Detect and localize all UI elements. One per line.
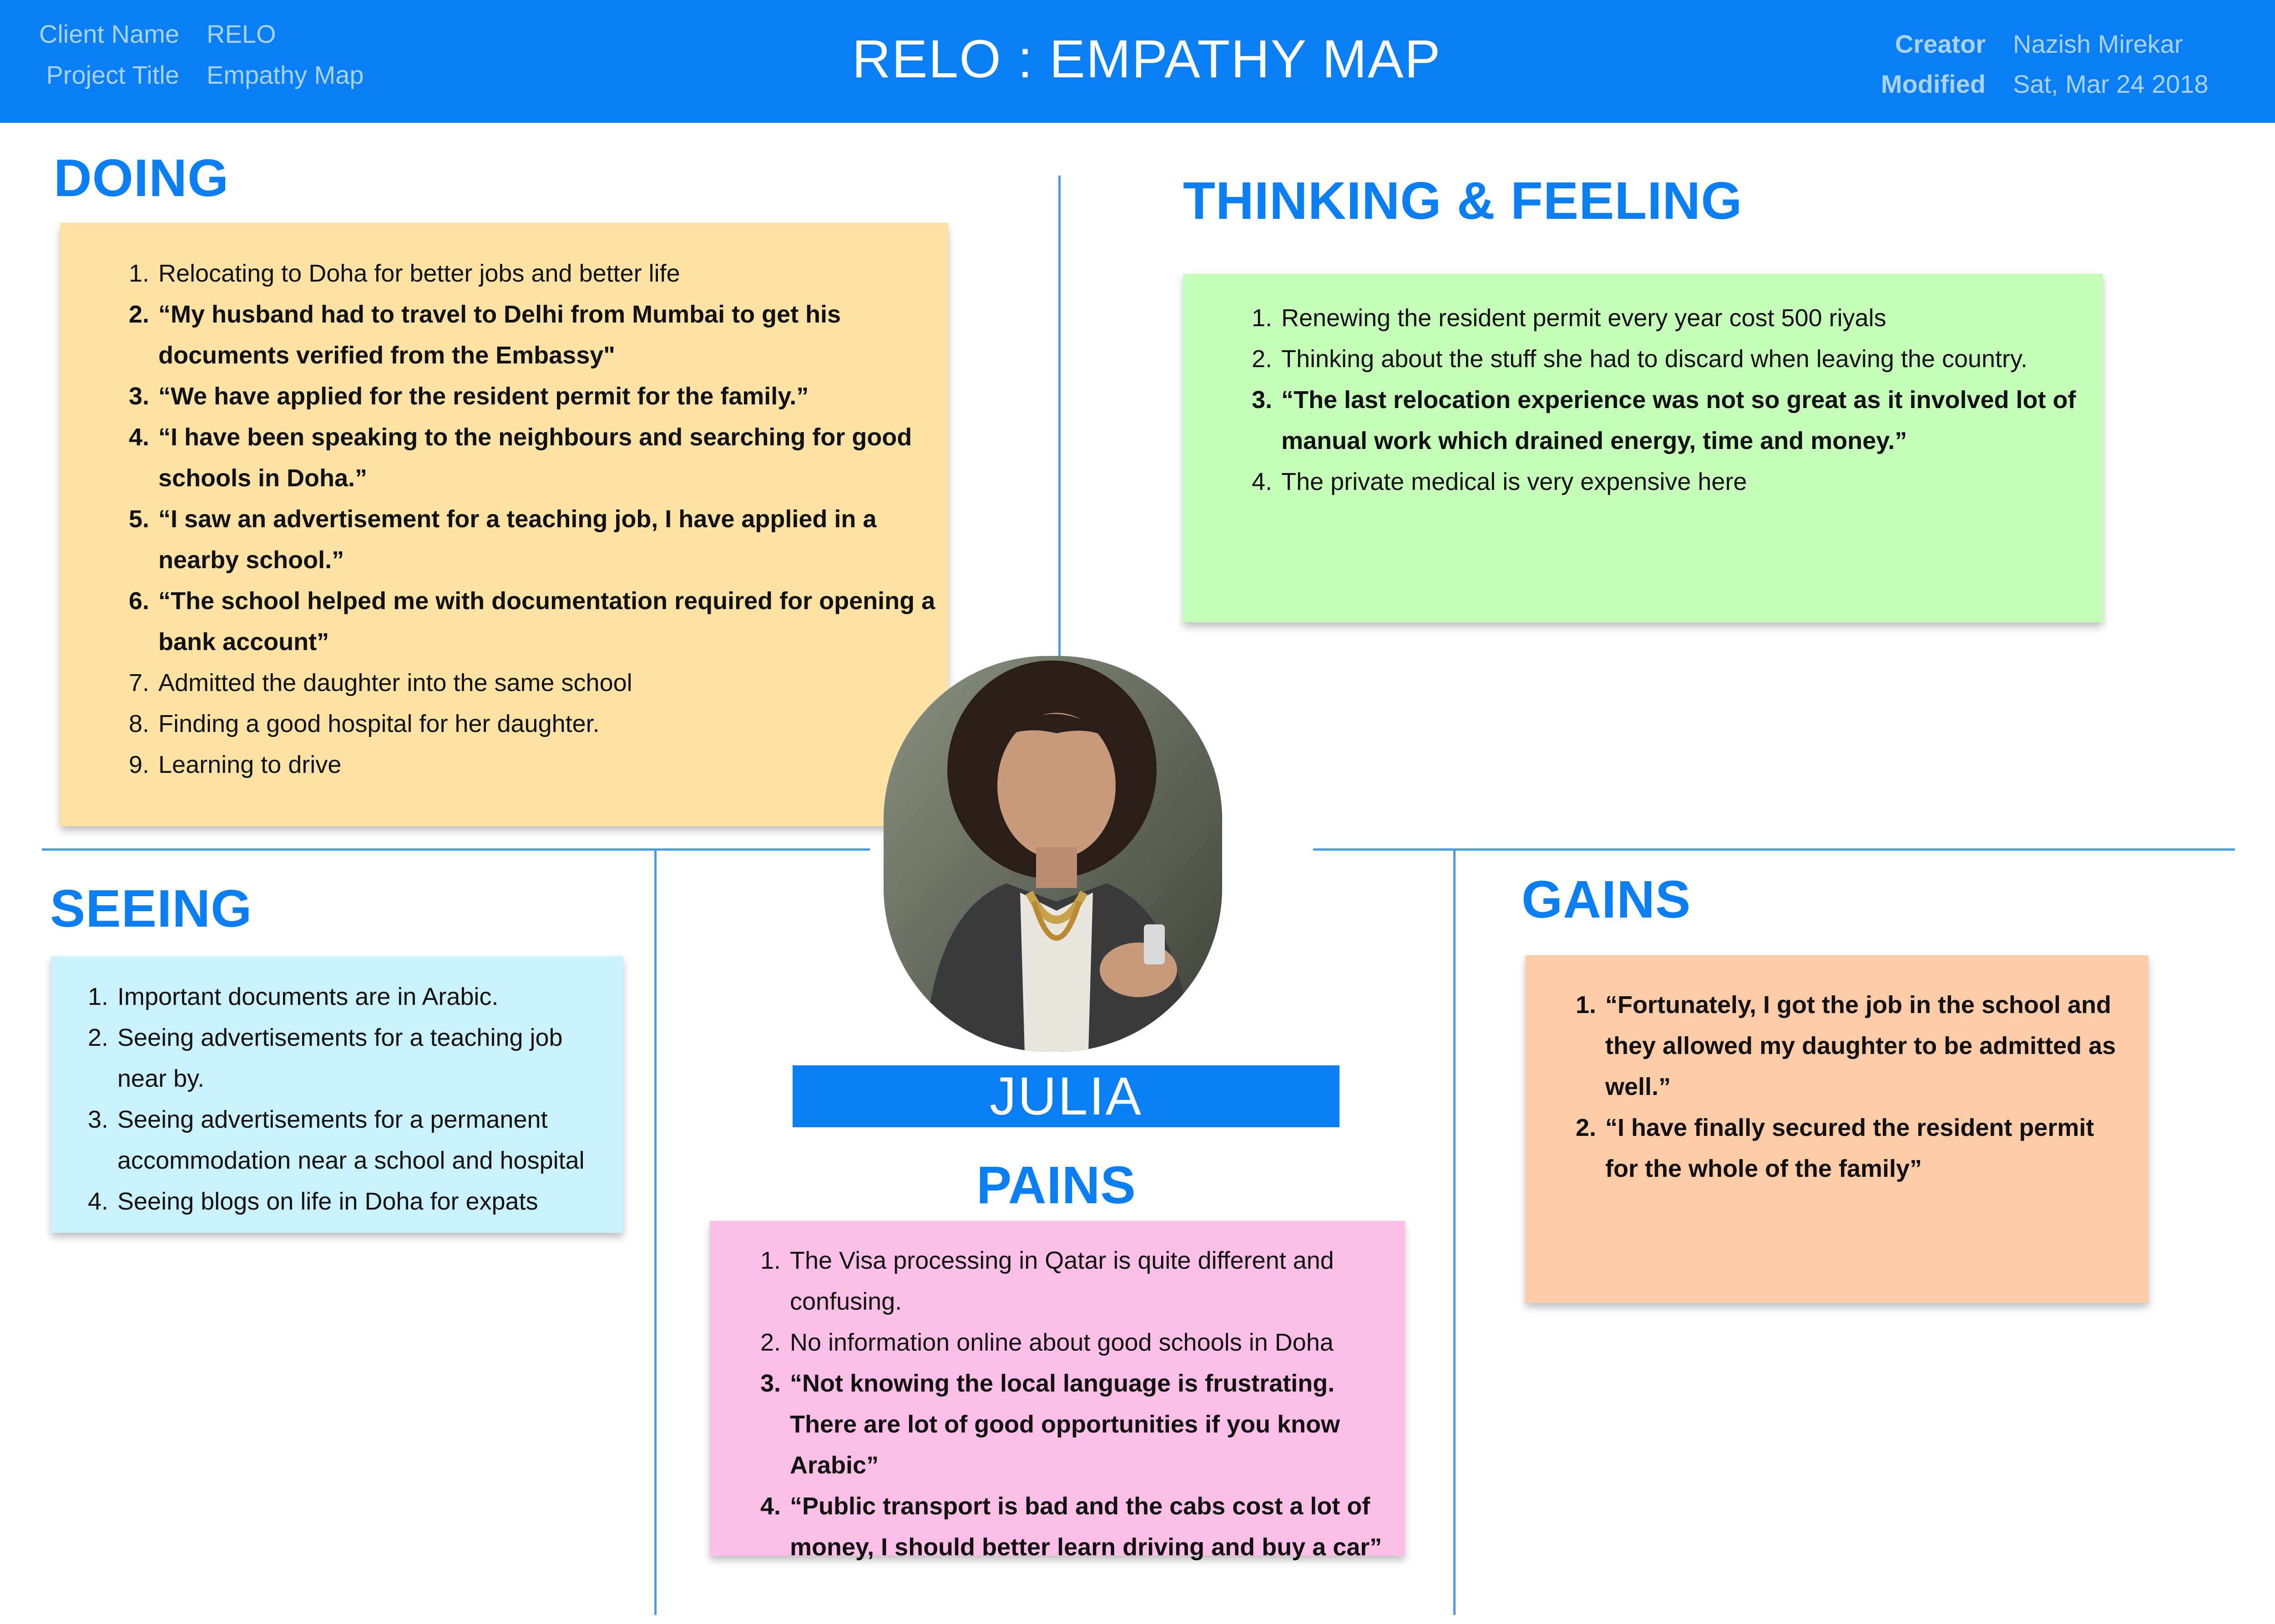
- list-item: 3. “We have applied for the resident permit for the family.”: [128, 383, 809, 410]
- project-title-value: Empathy Map: [207, 61, 364, 89]
- list-item: 3. Seeing advertisements for a permanent accommodation near a school and hospital: [87, 1106, 585, 1174]
- list-item: 1. “Fortunately, I got the job in the school and they allowed my daughter to be admitted as well.”: [1575, 991, 2116, 1100]
- list-item: 2. “I have finally secured the resident permit for the whole of the family”: [1575, 1114, 2094, 1182]
- vertical-divider-bottom-left: [654, 850, 657, 1615]
- gains-list: [1552, 984, 2130, 1189]
- list-item: 2. “My husband had to travel to Delhi from Mumbai to get his documents verified from the Embassy": [128, 301, 841, 369]
- list-item: 2. Seeing advertisements for a teaching job near by.: [87, 1024, 563, 1092]
- thinking-feeling-note: [1183, 274, 2103, 622]
- modified-row: [1797, 69, 2209, 99]
- horizontal-divider-right: [1313, 848, 2235, 851]
- persona-photo: [884, 656, 1222, 1052]
- gains-note: [1525, 955, 2149, 1303]
- pains-note: [710, 1221, 1405, 1561]
- doing-heading: DOING: [54, 148, 229, 207]
- header-bar: [0, 0, 2275, 123]
- project-title-label: Project Title: [46, 61, 179, 89]
- seeing-list: [65, 976, 610, 1222]
- persona-name: JULIA: [793, 1065, 1340, 1127]
- list-item: 1. The Visa processing in Qatar is quite different and confusing.: [760, 1247, 1334, 1315]
- creator-label: Creator: [1895, 30, 1986, 58]
- list-item: 4. “Public transport is bad and the cabs cost a lot of money, I should better learn driving and buy a car”: [760, 1493, 1382, 1561]
- list-item: 3. “Not knowing the local language is frustrating. There are lot of good opportunities if you know Arabic”: [760, 1370, 1340, 1479]
- vertical-divider-bottom-right: [1453, 850, 1456, 1615]
- client-name-value: RELO: [207, 20, 276, 48]
- list-item: 4. “I have been speaking to the neighbours and searching for good schools in Doha.”: [128, 424, 912, 492]
- list-item: 1. Important documents are in Arabic.: [87, 983, 499, 1010]
- list-item: 9. Learning to drive: [128, 751, 342, 778]
- creator-value: Nazish Mirekar: [2013, 30, 2183, 58]
- doing-note: [60, 223, 948, 826]
- modified-label: Modified: [1881, 70, 1986, 98]
- thinking-feeling-heading: THINKING & FEELING: [1183, 171, 1743, 230]
- list-item: 5. “I saw an advertisement for a teaching job, I have applied in a nearby school.”: [128, 505, 877, 574]
- client-name-row: [24, 19, 276, 49]
- list-item: 3. “The last relocation experience was not so great as it involved lot of manual work which drained energy, time and money.”: [1251, 386, 2076, 454]
- list-item: 4. The private medical is very expensive here: [1251, 468, 1747, 495]
- seeing-heading: SEEING: [50, 879, 253, 938]
- modified-value: Sat, Mar 24 2018: [2013, 70, 2209, 98]
- list-item: 2. Thinking about the stuff she had to discard when leaving the country.: [1251, 345, 2028, 373]
- horizontal-divider-left: [42, 848, 870, 851]
- seeing-note: [51, 956, 623, 1233]
- doing-list: [106, 253, 939, 785]
- project-title-row: [24, 60, 364, 90]
- pains-heading: PAINS: [976, 1155, 1136, 1215]
- list-item: 7. Admitted the daughter into the same school: [128, 669, 632, 696]
- list-item: 2. No information online about good schools in Doha: [760, 1329, 1334, 1356]
- list-item: 1. Relocating to Doha for better jobs and better life: [128, 260, 680, 287]
- creator-row: [1797, 29, 2183, 59]
- client-name-label: Client Name: [39, 20, 179, 48]
- list-item: 8. Finding a good hospital for her daughter.: [128, 710, 600, 737]
- pains-list: [737, 1240, 1387, 1568]
- list-item: 1. Renewing the resident permit every year cost 500 riyals: [1251, 304, 1886, 332]
- list-item: 4. Seeing blogs on life in Doha for expats: [87, 1188, 538, 1215]
- gains-heading: GAINS: [1522, 870, 1691, 929]
- thinking-feeling-list: [1228, 298, 2085, 502]
- list-item: 6. “The school helped me with documentation required for opening a bank account”: [128, 587, 935, 656]
- page-title: RELO : EMPATHY MAP: [852, 29, 1441, 89]
- persona-illustration: [884, 656, 1222, 1052]
